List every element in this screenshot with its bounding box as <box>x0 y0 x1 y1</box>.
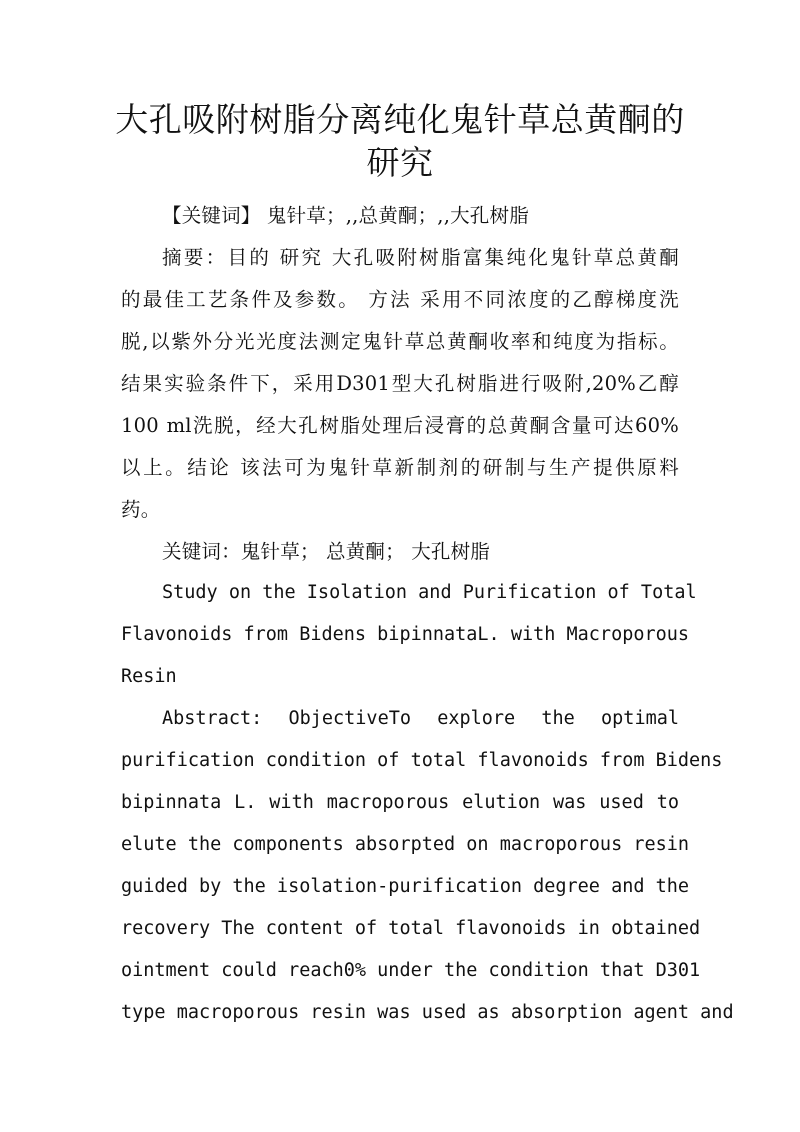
title-en-line-1: Study on the Isolation and Purification of Total <box>162 582 697 603</box>
abstract-cn-line-3: 脱,以紫外分光光度法测定鬼针草总黄酮收率和纯度为指标。 <box>121 330 679 353</box>
abstract-en-line-7: ointment could reach0% under the condition that D301 <box>121 960 701 981</box>
abstract-cn-line-6: 以上。结论 该法可为鬼针草新制剂的研制与生产提供原料 <box>121 456 679 479</box>
abstract-en-line-2: purification condition of total flavonoids from Bidens <box>121 750 723 771</box>
abstract-en-line-3: bipinnata L. with macroporous elution was used to <box>121 792 679 813</box>
abstract-cn-line-4: 结果实验条件下，采用D301型大孔树脂进行吸附,20%乙醇 <box>121 372 679 395</box>
abstract-en-line-1: Abstract: ObjectiveTo explore the optimal <box>162 708 679 729</box>
abstract-cn-line-2: 的最佳工艺条件及参数。 方法 采用不同浓度的乙醇梯度洗 <box>121 288 679 311</box>
abstract-en-line-5: guided by the isolation-purification degree and the <box>121 876 690 897</box>
abstract-en-line-6: recovery The content of total flavonoids in obtained <box>121 918 701 939</box>
abstract-en-line-4: elute the components absorpted on macroporous resin <box>121 834 690 855</box>
abstract-cn-line-5: 100 ml洗脱，经大孔树脂处理后浸膏的总黄酮含量可达60% <box>121 414 679 437</box>
keywords-cn: 关键词：鬼针草； 总黄酮； 大孔树脂 <box>162 540 490 563</box>
page-title-line-1: 大孔吸附树脂分离纯化鬼针草总黄酮的 <box>115 100 685 139</box>
abstract-en-line-8: type macroporous resin was used as absorption agent and <box>121 1002 734 1023</box>
abstract-cn-line-1: 摘要：目的 研究 大孔吸附树脂富集纯化鬼针草总黄酮 <box>162 246 679 269</box>
abstract-cn-line-7: 药。 <box>121 498 161 521</box>
title-en-line-3: Resin <box>121 666 177 687</box>
keywords-header: 【关键词】 鬼针草；,,总黄酮；,,大孔树脂 <box>162 204 529 227</box>
page-title-line-2: 研究 <box>366 143 434 182</box>
title-en-line-2: Flavonoids from Bidens bipinnataL. with Macroporous <box>121 624 690 645</box>
